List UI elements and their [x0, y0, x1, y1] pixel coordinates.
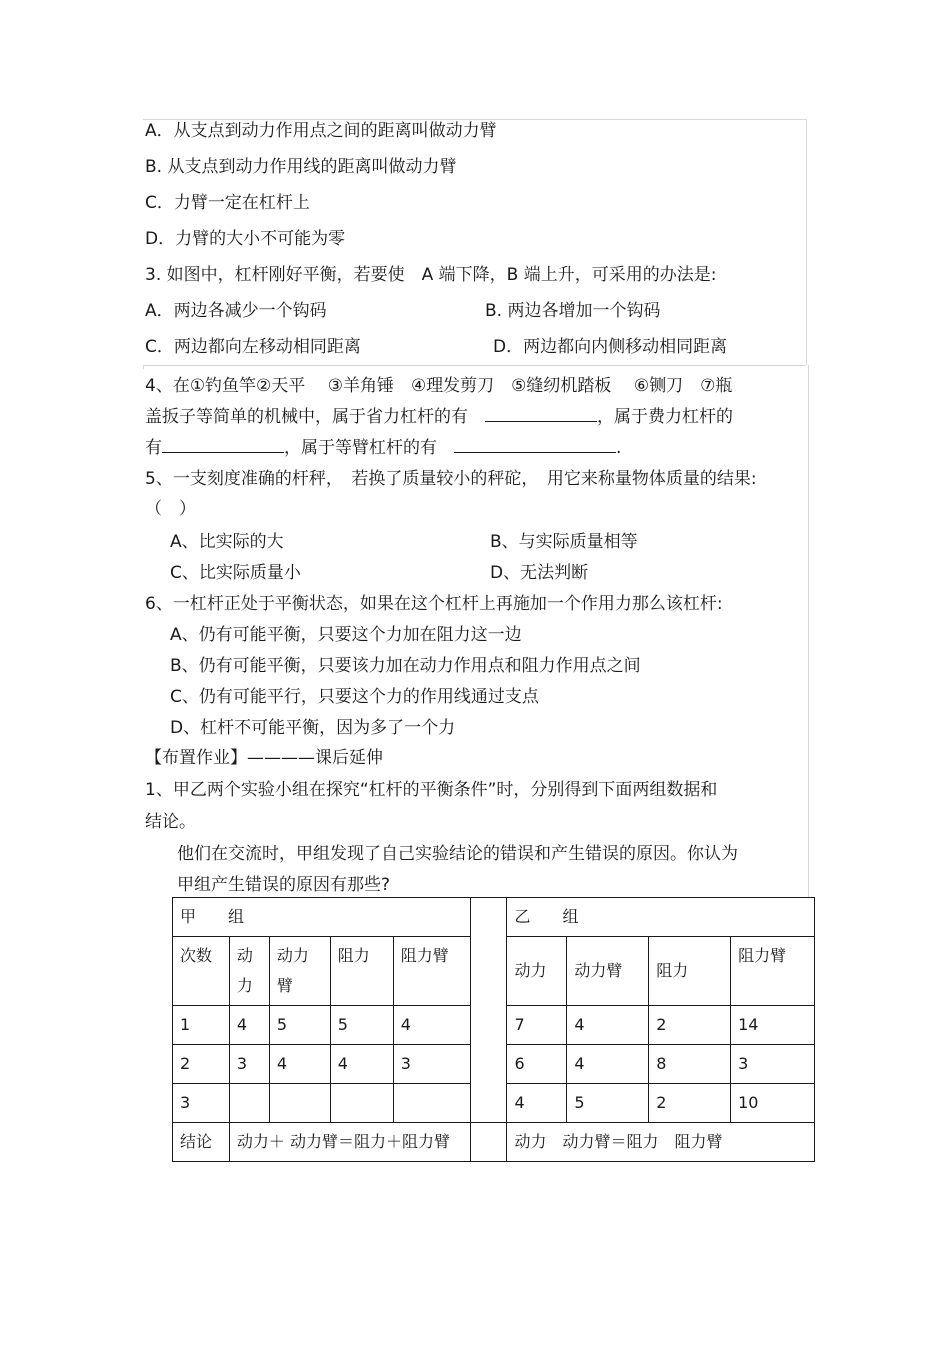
table-cell: 1 — [173, 1006, 230, 1045]
table-conclusion-row — [173, 1123, 815, 1162]
q6-stem: 6、一杠杆正处于平衡状态，如果在这个杠杆上再施加一个作用力那么该杠杆: — [145, 594, 723, 614]
frame-right-line — [806, 119, 807, 365]
table-cell: 4 — [229, 1006, 269, 1045]
header-b-effort-arm: 动力臂 — [567, 937, 649, 1006]
header-a-load: 阻力 — [330, 937, 393, 1006]
header-b-effort: 动力 — [507, 937, 567, 1006]
table-cell: 3 — [173, 1084, 230, 1123]
q4-line-3-tail: . — [616, 438, 622, 458]
table-cell: 8 — [649, 1045, 731, 1084]
q3-option-c: C．两边都向左移动相同距离 — [145, 337, 361, 357]
conclusion-label: 结论 — [173, 1123, 230, 1162]
q5-stem: 5、一支刻度准确的杆秤， 若换了质量较小的秤砣， 用它来称量物体质量的结果: — [145, 469, 757, 489]
conclusion-group-b: 动力 动力臂＝阻力 阻力臂 — [507, 1123, 815, 1162]
table-cell: 3 — [229, 1045, 269, 1084]
q2-option-d: D．力臂的大小不可能为零 — [145, 229, 346, 249]
table-cell: 4 — [393, 1006, 470, 1045]
table-cell: 5 — [330, 1006, 393, 1045]
table-group-row — [173, 898, 815, 937]
table-cell: 4 — [567, 1006, 649, 1045]
table-cell — [330, 1084, 393, 1123]
q2-option-b: B. 从支点到动力作用线的距离叫做动力臂 — [145, 157, 457, 177]
q4-line-2-tail: ，属于费力杠杆的 — [597, 407, 733, 427]
q6-option-d: D、杠杆不可能平衡，因为多了一个力 — [170, 718, 456, 738]
answer-blank-lever-distance[interactable] — [162, 436, 284, 453]
table-cell: 2 — [649, 1006, 731, 1045]
homework-q1-line-4: 甲组产生错误的原因有那些? — [177, 875, 391, 895]
table-cell: 6 — [507, 1045, 567, 1084]
homework-q1-line-2: 结论。 — [145, 812, 196, 832]
q4-line-3-head: 有 — [145, 438, 162, 458]
q3-stem: 3. 如图中，杠杆刚好平衡，若要使 A 端下降，B 端上升，可采用的办法是: — [145, 265, 717, 285]
homework-heading: 【布置作业】————课后延伸 — [145, 748, 383, 768]
table-cell: 4 — [507, 1084, 567, 1123]
table-cell — [229, 1084, 269, 1123]
table-spacer-bottom — [470, 1123, 507, 1162]
table-cell: 14 — [731, 1006, 815, 1045]
group-b-header: 乙 组 — [507, 898, 815, 937]
table-cell: 3 — [731, 1045, 815, 1084]
q5-option-a: A、比实际的大 — [170, 532, 284, 552]
table-cell: 4 — [567, 1045, 649, 1084]
experiment-data-table — [172, 897, 815, 1162]
q4-line-2 — [145, 405, 733, 428]
group-a-header: 甲 组 — [173, 898, 471, 937]
header-a-effort: 动力 — [229, 937, 269, 1006]
header-b-load-arm: 阻力臂 — [731, 937, 815, 1006]
q5-option-c: C、比实际质量小 — [170, 563, 301, 583]
table-cell: 3 — [393, 1045, 470, 1084]
table-cell: 4 — [330, 1045, 393, 1084]
q6-option-c: C、仍有可能平行，只要这个力的作用线通过支点 — [170, 687, 539, 707]
frame-mid-line — [143, 365, 806, 366]
table-cell — [269, 1084, 330, 1123]
header-a-effort-arm: 动力臂 — [269, 937, 330, 1006]
q5-option-d: D、无法判断 — [490, 563, 589, 583]
q2-option-c: C．力臂一定在杠杆上 — [145, 193, 310, 213]
q3-option-d: D．两边都向内侧移动相同距离 — [493, 337, 728, 357]
q4-line-2-text: 盖扳子等简单的机械中，属于省力杠杆的有 — [145, 407, 485, 427]
conclusion-group-a: 动力＋ 动力臂＝阻力＋阻力臂 — [229, 1123, 470, 1162]
homework-q1-line-1: 1、甲乙两个实验小组在探究“杠杆的平衡条件”时，分别得到下面两组数据和 — [145, 780, 718, 800]
table-cell: 7 — [507, 1006, 567, 1045]
table-spacer — [470, 898, 507, 1123]
frame-left-line — [143, 365, 144, 369]
answer-blank-lever-force[interactable] — [485, 405, 597, 422]
q4-line-1: 4、在①钓鱼竿②天平 ③羊角锤 ④理发剪刀 ⑤缝纫机踏板 ⑥铡刀 ⑦瓶 — [145, 376, 733, 396]
q4-line-3 — [145, 436, 621, 459]
frame-right-line-2 — [808, 365, 809, 898]
table-cell: 2 — [649, 1084, 731, 1123]
table-cell — [393, 1084, 470, 1123]
table-cell: 4 — [269, 1045, 330, 1084]
table-cell: 5 — [269, 1006, 330, 1045]
table-cell: 5 — [567, 1084, 649, 1123]
q4-line-3-text: ，属于等臂杠杆的有 — [284, 438, 454, 458]
q5-paren: （ ） — [145, 499, 196, 519]
q6-option-a: A、仍有可能平衡，只要这个力加在阻力这一边 — [170, 625, 522, 645]
header-a-load-arm: 阻力臂 — [393, 937, 470, 1006]
header-b-load: 阻力 — [649, 937, 731, 1006]
answer-blank-lever-equal[interactable] — [454, 436, 616, 453]
table-cell: 10 — [731, 1084, 815, 1123]
homework-q1-line-3: 他们在交流时，甲组发现了自己实验结论的错误和产生错误的原因。你认为 — [177, 844, 738, 864]
header-a-trial: 次数 — [173, 937, 230, 1006]
q2-option-a: A．从支点到动力作用点之间的距离叫做动力臂 — [145, 121, 497, 141]
q5-option-b: B、与实际质量相等 — [490, 532, 638, 552]
table-cell: 2 — [173, 1045, 230, 1084]
q6-option-b: B、仍有可能平衡，只要该力加在动力作用点和阻力作用点之间 — [170, 656, 641, 676]
q3-option-a: A．两边各减少一个钩码 — [145, 301, 327, 321]
q3-option-b: B. 两边各增加一个钩码 — [485, 301, 661, 321]
